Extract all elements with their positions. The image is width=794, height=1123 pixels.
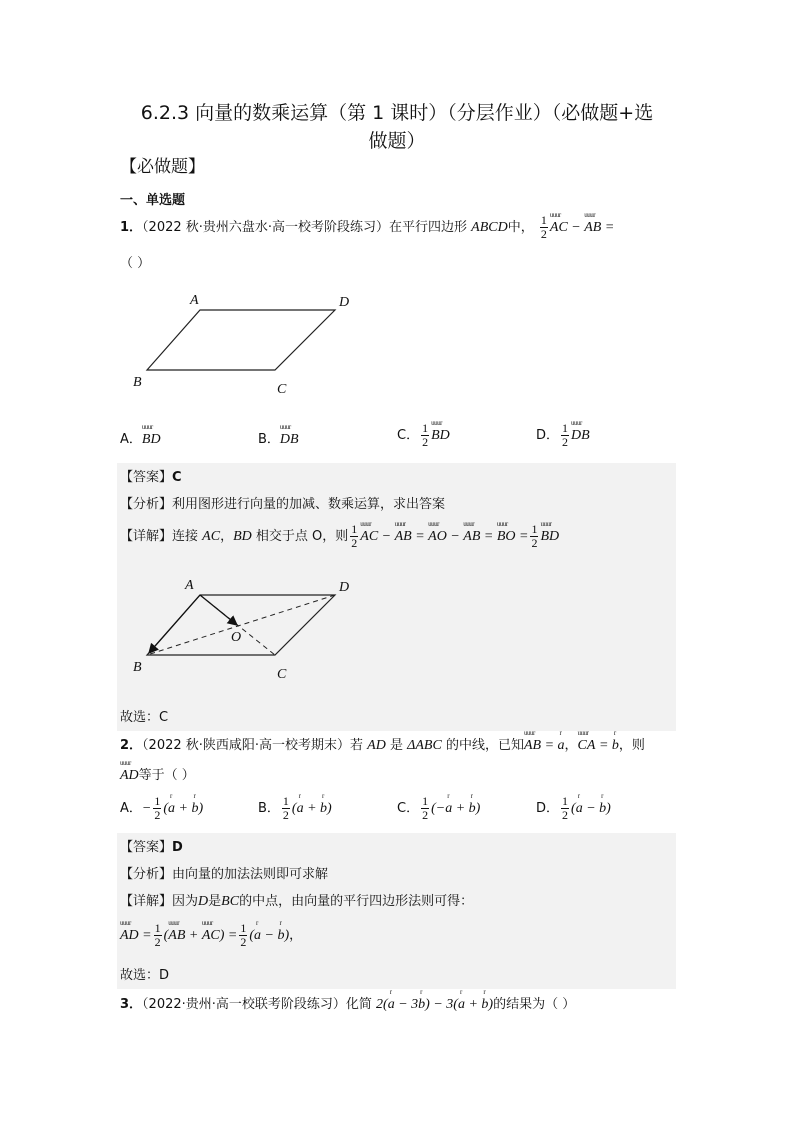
document-title-line2: 做题） bbox=[368, 130, 426, 152]
fig2-label-a: A bbox=[185, 578, 194, 593]
q2-option-d[interactable]: D． $\frac{1}{2}$ (r a − r b) bbox=[536, 795, 611, 822]
fig2-label-c: C bbox=[277, 667, 287, 682]
question-source: （2022 秋·贵州六盘水·高一校考阶段练习）在平行四边形 bbox=[142, 220, 468, 235]
q2-option-b[interactable]: B． $\frac{1}{2}$ (r a + r b) bbox=[258, 795, 332, 822]
option-a[interactable]: A．uuur BD bbox=[120, 428, 161, 448]
solution-block-2 bbox=[117, 833, 676, 989]
option-c[interactable]: C． $\frac{1}{2}$ uuur BD bbox=[397, 422, 450, 449]
analysis-line-1: 【分析】利用图形进行向量的加减、数乘运算，求出答案 bbox=[120, 497, 446, 512]
detail-line-1: 【详解】连接 AC，BD 相交于点 O，则 $\frac{1}{2}$ uuur AC − uuur AB = uuur AO − uuur AB = uuur BO = $\frac{1}{2}$ uuur BD bbox=[120, 523, 559, 550]
choose-line-1: 故选：C bbox=[120, 710, 169, 725]
fig-label-c: C bbox=[277, 382, 287, 397]
choose-line-2: 故选：D bbox=[120, 968, 170, 983]
fig2-label-b: B bbox=[133, 660, 142, 675]
question-3: 3．（2022·贵州·高一校联考阶段练习）化简 2(r a − 3r b) − 3(r a + r b)的结果为（ ） bbox=[120, 993, 575, 1013]
question-2: 2．（2022 秋·陕西咸阳·高一校考期末）若 AD 是 ΔABC 的中线，已知uuur AB = r a，uuur CA = r b，则 bbox=[120, 734, 645, 754]
fig-label-d: D bbox=[339, 295, 350, 310]
answer-line-1: 【答案】C bbox=[120, 470, 182, 485]
part-label: 一、单选题 bbox=[120, 193, 186, 208]
option-b[interactable]: B．uuur DB bbox=[258, 428, 299, 448]
answer-line-2: 【答案】D bbox=[120, 840, 183, 855]
detail-formula-2: uuur AD = $\frac{1}{2}$ (uuur AB + uuur AC) = $\frac{1}{2}$ (r a − r b)， bbox=[120, 922, 302, 949]
option-d[interactable]: D． $\frac{1}{2}$ uuur DB bbox=[536, 422, 590, 449]
shape-name: ABCD bbox=[471, 220, 508, 235]
fig-label-b: B bbox=[133, 375, 142, 390]
fig2-label-o: O bbox=[231, 630, 242, 645]
question-1: 1．（2022 秋·贵州六盘水·高一校考阶段练习）在平行四边形 ABCD中， $\frac{1}{2}$ uuur AC − uuur AB = bbox=[120, 214, 614, 241]
fig2-label-d: D bbox=[339, 580, 350, 595]
detail-line-2: 【详解】因为D是BC的中点，由向量的平行四边形法则可得： bbox=[120, 894, 474, 909]
parallelogram-diagonal-figure bbox=[130, 573, 360, 683]
question-number: 1． bbox=[120, 220, 143, 235]
document-title-line1: 6.2.3 向量的数乘运算（第 1 课时）（分层作业）（必做题+选 bbox=[140, 102, 654, 124]
analysis-line-2: 【分析】由向量的加法法则即可求解 bbox=[120, 867, 329, 882]
question-2-line2: uuur AD等于（ ） bbox=[120, 764, 195, 784]
section-label: 【必做题】 bbox=[120, 157, 205, 177]
q2-option-a[interactable]: A．− $\frac{1}{2}$ (r a + r b) bbox=[120, 795, 203, 822]
answer-bracket: （ ） bbox=[120, 256, 151, 271]
q2-option-c[interactable]: C． $\frac{1}{2}$ (−r a + r b) bbox=[397, 795, 480, 822]
parallelogram-figure bbox=[130, 290, 360, 400]
fig-label-a: A bbox=[190, 293, 199, 308]
fraction-half: $\frac{1}{2}$ bbox=[540, 213, 547, 241]
question-text: 中， bbox=[507, 220, 534, 235]
